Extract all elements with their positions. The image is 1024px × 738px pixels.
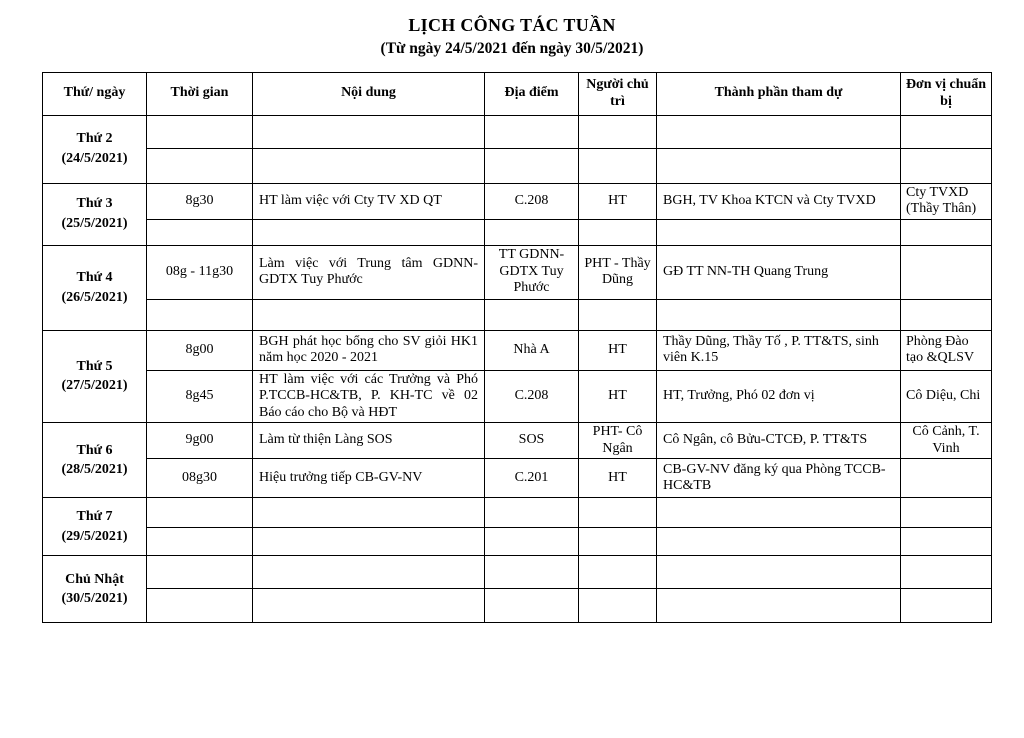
chair-cell <box>579 148 657 183</box>
day-cell <box>43 245 147 330</box>
location-cell <box>485 148 579 183</box>
location-cell <box>485 528 579 556</box>
time-cell <box>147 589 253 623</box>
chair-cell <box>579 556 657 589</box>
schedule-row <box>43 299 992 330</box>
chair-cell: HT <box>579 183 657 219</box>
chair-cell: HT <box>579 459 657 498</box>
content-cell: BGH phát học bổng cho SV giỏi HK1 năm học 2020 - 2021 <box>253 330 485 370</box>
chair-cell: HT <box>579 370 657 423</box>
location-cell <box>485 498 579 528</box>
day-label: Thứ 4 <box>76 269 113 285</box>
schedule-table <box>42 72 992 624</box>
col-header-time: Thời gian <box>147 72 253 115</box>
location-cell <box>485 299 579 330</box>
time-cell: 08g - 11g30 <box>147 245 253 299</box>
col-header-chair: Người chủ trì <box>579 72 657 115</box>
chair-cell: HT <box>579 330 657 370</box>
prep-cell <box>901 148 992 183</box>
content-cell <box>253 148 485 183</box>
prep-cell <box>901 219 992 245</box>
schedule-body <box>43 115 992 623</box>
content-cell: Làm việc với Trung tâm GDNN-GDTX Tuy Phước <box>253 245 485 299</box>
content-cell <box>253 528 485 556</box>
participants-cell: Thầy Dũng, Thầy Tố , P. TT&TS, sinh viên K.15 <box>657 330 901 370</box>
time-cell <box>147 115 253 148</box>
schedule-row <box>43 459 992 498</box>
table-header-row <box>43 72 992 115</box>
day-cell <box>43 115 147 183</box>
schedule-page <box>0 14 1024 623</box>
time-cell: 8g00 <box>147 330 253 370</box>
content-cell <box>253 115 485 148</box>
chair-cell <box>579 219 657 245</box>
prep-cell: Cô Diệu, Chi <box>901 370 992 423</box>
time-cell: 08g30 <box>147 459 253 498</box>
location-cell: SOS <box>485 423 579 459</box>
day-label: Thứ 6 <box>76 442 113 458</box>
schedule-row <box>43 148 992 183</box>
day-cell <box>43 183 147 245</box>
day-label: Thứ 7 <box>76 509 113 525</box>
prep-cell: Cty TVXD (Thầy Thân) <box>901 183 992 219</box>
day-label: Thứ 3 <box>76 196 113 212</box>
chair-cell <box>579 115 657 148</box>
participants-cell: GĐ TT NN-TH Quang Trung <box>657 245 901 299</box>
chair-cell: PHT - Thầy Dũng <box>579 245 657 299</box>
prep-cell <box>901 459 992 498</box>
day-date: (25/5/2021) <box>61 216 128 232</box>
page-title: LỊCH CÔNG TÁC TUẦN <box>408 15 616 35</box>
participants-cell <box>657 115 901 148</box>
participants-cell: HT, Trưởng, Phó 02 đơn vị <box>657 370 901 423</box>
prep-cell: Cô Cảnh, T. Vinh <box>901 423 992 459</box>
prep-cell <box>901 498 992 528</box>
location-cell <box>485 556 579 589</box>
chair-cell <box>579 528 657 556</box>
day-date: (27/5/2021) <box>61 378 128 394</box>
chair-cell: PHT- Cô Ngân <box>579 423 657 459</box>
schedule-row <box>43 370 992 423</box>
location-cell <box>485 219 579 245</box>
day-date: (28/5/2021) <box>61 462 128 478</box>
day-date: (29/5/2021) <box>61 528 128 544</box>
participants-cell <box>657 498 901 528</box>
prep-cell <box>901 299 992 330</box>
participants-cell <box>657 148 901 183</box>
time-cell <box>147 528 253 556</box>
content-cell <box>253 556 485 589</box>
participants-cell: Cô Ngân, cô Bửu-CTCĐ, P. TT&TS <box>657 423 901 459</box>
content-cell: HT làm việc với Cty TV XD QT <box>253 183 485 219</box>
participants-cell <box>657 589 901 623</box>
time-cell <box>147 148 253 183</box>
day-date: (24/5/2021) <box>61 151 128 167</box>
schedule-row <box>43 245 992 299</box>
day-cell <box>43 556 147 623</box>
content-cell: Làm từ thiện Làng SOS <box>253 423 485 459</box>
location-cell: C.208 <box>485 183 579 219</box>
content-cell <box>253 219 485 245</box>
day-cell <box>43 330 147 423</box>
schedule-row <box>43 219 992 245</box>
col-header-day: Thứ/ ngày <box>43 72 147 115</box>
location-cell <box>485 115 579 148</box>
prep-cell <box>901 556 992 589</box>
content-cell <box>253 299 485 330</box>
content-cell: HT làm việc với các Trưởng và Phó P.TCCB-HC&TB, P. KH-TC về 02 Báo cáo cho Bộ và HĐT <box>253 370 485 423</box>
content-cell <box>253 498 485 528</box>
chair-cell <box>579 299 657 330</box>
location-cell: C.208 <box>485 370 579 423</box>
day-cell <box>43 498 147 556</box>
schedule-row <box>43 498 992 528</box>
schedule-row <box>43 528 992 556</box>
schedule-row <box>43 183 992 219</box>
content-cell <box>253 589 485 623</box>
location-cell: TT GDNN-GDTX Tuy Phước <box>485 245 579 299</box>
participants-cell: CB-GV-NV đăng ký qua Phòng TCCB-HC&TB <box>657 459 901 498</box>
participants-cell <box>657 528 901 556</box>
day-date: (30/5/2021) <box>61 591 128 607</box>
day-date: (26/5/2021) <box>61 289 128 305</box>
col-header-content: Nội dung <box>253 72 485 115</box>
prep-cell: Phòng Đào tạo &QLSV <box>901 330 992 370</box>
schedule-row <box>43 423 992 459</box>
time-cell <box>147 498 253 528</box>
prep-cell <box>901 245 992 299</box>
day-label: Thứ 2 <box>76 131 113 147</box>
location-cell: C.201 <box>485 459 579 498</box>
chair-cell <box>579 589 657 623</box>
prep-cell <box>901 589 992 623</box>
participants-cell <box>657 219 901 245</box>
time-cell: 8g30 <box>147 183 253 219</box>
time-cell <box>147 556 253 589</box>
location-cell: Nhà A <box>485 330 579 370</box>
day-label: Thứ 5 <box>76 358 113 374</box>
participants-cell <box>657 299 901 330</box>
schedule-row <box>43 589 992 623</box>
prep-cell <box>901 528 992 556</box>
schedule-row <box>43 330 992 370</box>
chair-cell <box>579 498 657 528</box>
participants-cell: BGH, TV Khoa KTCN và Cty TVXD <box>657 183 901 219</box>
col-header-preparation: Đơn vị chuẩn bị <box>901 72 992 115</box>
schedule-row <box>43 556 992 589</box>
time-cell: 8g45 <box>147 370 253 423</box>
time-cell: 9g00 <box>147 423 253 459</box>
location-cell <box>485 589 579 623</box>
col-header-participants: Thành phần tham dự <box>657 72 901 115</box>
day-cell <box>43 423 147 498</box>
prep-cell <box>901 115 992 148</box>
participants-cell <box>657 556 901 589</box>
col-header-location: Địa điểm <box>485 72 579 115</box>
schedule-row <box>43 115 992 148</box>
time-cell <box>147 219 253 245</box>
day-label: Chủ Nhật <box>65 571 124 587</box>
page-subtitle: (Từ ngày 24/5/2021 đến ngày 30/5/2021) <box>380 40 644 58</box>
time-cell <box>147 299 253 330</box>
content-cell: Hiệu trưởng tiếp CB-GV-NV <box>253 459 485 498</box>
